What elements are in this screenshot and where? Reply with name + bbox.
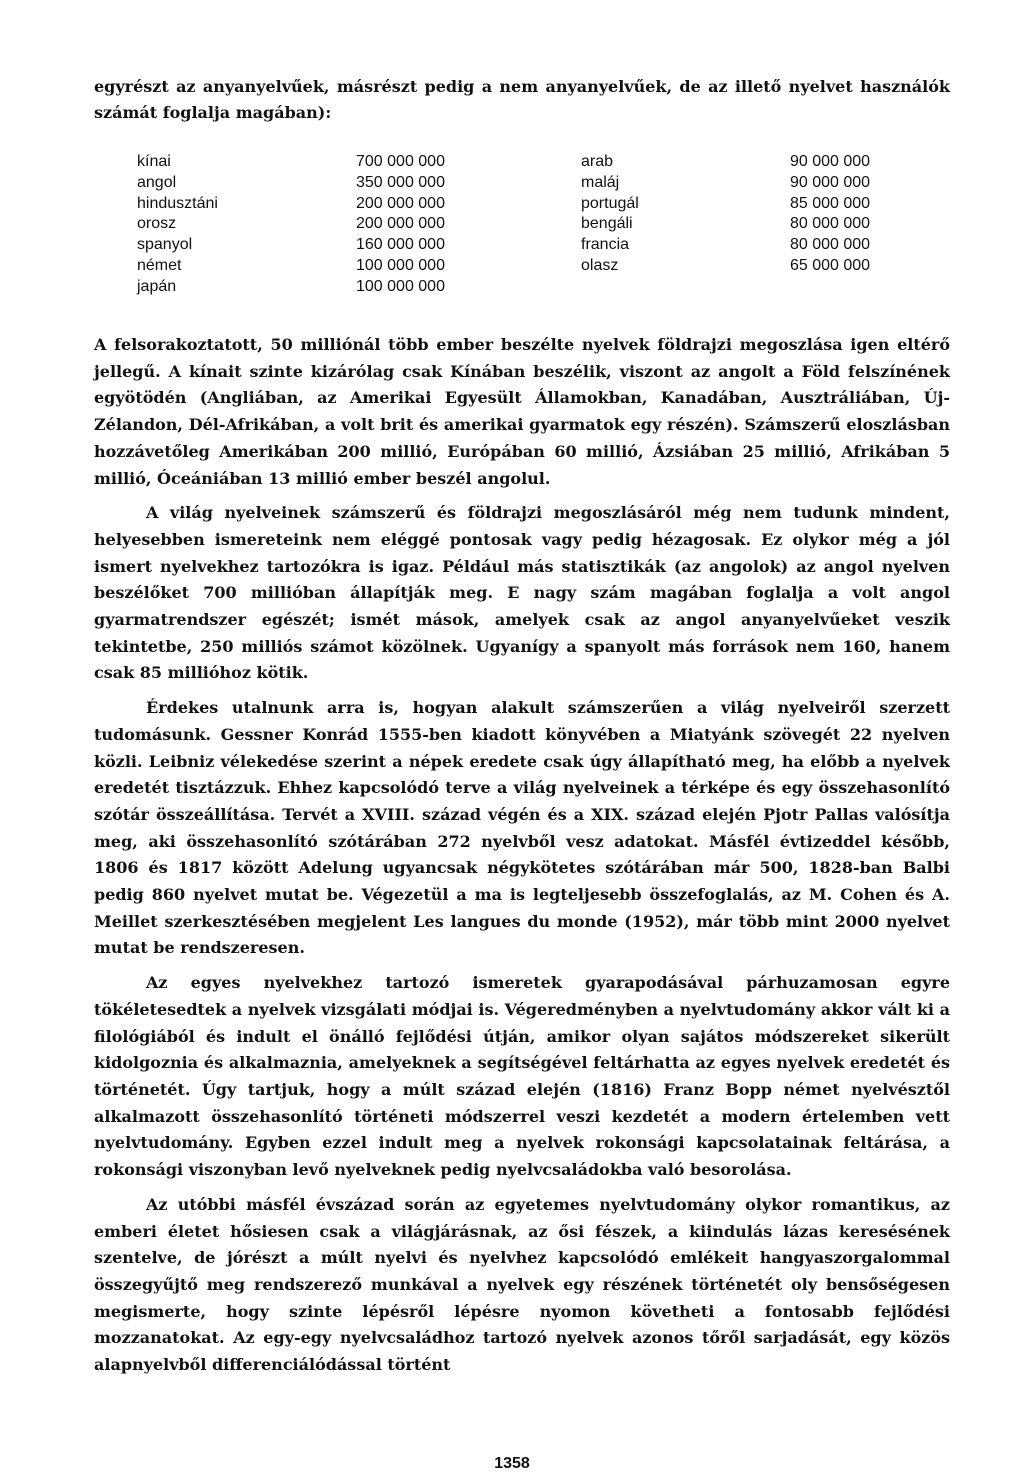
left-speaker-counts — [356, 152, 445, 298]
paragraph: A világ nyelveinek számszerű és földrajzi megoszlásáról még nem tudunk mindent, helyesebben ismereteink nem eléggé pontosak vagy pedig hézagosak. Ez olykor még a jól ismert nyelvekhez tartozókra is igaz. Például más statisztikák (az angolok) az angol nyelven beszélőket 700 millióban állapítják meg. E nagy szám magában foglalja a volt angol gyarmatrendszer egészét; ismét mások, amelyek csak az angol anyanyelvűeket veszik tekintetbe, 250 milliós számot közölnek. Ugyanígy a spanyolt más források nem 160, hanem csak 85 millióhoz kötik. — [94, 503, 950, 683]
language-name: német — [137, 256, 182, 274]
left-language-names — [137, 152, 218, 298]
paragraph: A felsorakoztatott, 50 milliónál több ember beszélte nyelvek földrajzi megoszlása igen eltérő jellegű. A kínait szinte kizárólag csak Kínában beszélik, viszont az angolt a Föld felszínének egyötödén (Angliában, az Amerikai Egyesült Államokban, Kanadában, Ausztráliában, Új-Zélandon, Dél-Afrikában, a volt brit és amerikai gyarmatok egy részén). Számszerű eloszlásban hozzávetőleg Amerikában 200 millió, Európában 60 millió, Ázsiában 25 millió, Afrikában 5 millió, Óceániában 13 millió ember beszél angolul. — [94, 335, 950, 488]
speaker-count: 200 000 000 — [356, 215, 445, 233]
language-name: kínai — [137, 153, 171, 170]
page-number: 1358 — [494, 1455, 530, 1472]
paragraph: Az utóbbi másfél évszázad során az egyetemes nyelvtudomány olykor romantikus, az emberi életet hősiesen csak a világjárásnak, az ősi fészek, a kiindulás lázas keresésének szentelve, de jórészt a múlt nyelvi és nyelvhez kapcsolódó emlékeit hangyaszorgalommal összegyűjtő meg rendszerező munkával a nyelvek egy részének történetét oly bensőségesen megismerte, hogy szinte lépésről lépésre nyomon követheti a fontosabb fejlődési mozzanatokat. Az egy-egy nyelvcsaládhoz tartozó nyelvek azonos tőről sarjadását, egy közös alapnyelvből differenciálódással történt — [94, 1194, 950, 1375]
language-name: arab — [581, 153, 614, 170]
language-name: maláj — [581, 173, 620, 191]
language-name: olasz — [581, 256, 619, 274]
intro-paragraph: egyrészt az anyanyelvűek, másrészt pedig a nem anyanyelvűek, de az illető nyelvet használók számát foglalja magában): — [94, 77, 950, 122]
speaker-count: 80 000 000 — [790, 215, 871, 233]
language-name: spanyol — [137, 236, 193, 254]
speaker-count: 100 000 000 — [356, 256, 445, 274]
language-speakers-table — [94, 152, 950, 312]
speaker-count: 65 000 000 — [790, 256, 871, 274]
paragraph: Érdekes utalnunk arra is, hogyan alakult számszerűen a világ nyelveiről szerzett tudomásunk. Gessner Konrád 1555-ben kiadott könyvében a Miatyánk szövegét 22 nyelven közli. Leibniz vélekedése szerint a népek eredete csak úgy állapítható meg, ha előbb a nyelvek eredetét tisztázzuk. Ehhez kapcsolódó terve a világ nyelveinek a térképe és egy összehasonlító szótár összeállítása. Tervét a XVIII. század végén és a XIX. század elején Pjotr Pallas valósítja meg, aki összehasonlító szótárában 272 nyelvből vesz adatokat. Másfél évtizeddel később, 1806 és 1817 között Adelung ugyancsak négykötetes szótárában már 500, 1828-ban Balbi pedig 860 nyelvet mutat be. Végezetül a ma is legteljesebb összefoglalás, az M. Cohen és A. Meillet szerkesztésében megjelent Les langues du monde (1952), már több mint 2000 nyelvet mutat be rendszeresen. — [94, 698, 950, 958]
language-name: japán — [137, 277, 177, 295]
speaker-count: 85 000 000 — [790, 194, 871, 212]
speaker-count: 700 000 000 — [356, 153, 445, 170]
language-name: hindusztáni — [137, 194, 218, 212]
speaker-count: 90 000 000 — [790, 173, 871, 191]
speaker-count: 80 000 000 — [790, 236, 871, 254]
paragraph: Az egyes nyelvekhez tartozó ismeretek gyarapodásával párhuzamosan egyre tökéletesedtek a nyelvek vizsgálati módjai is. Végeredményben a nyelvtudomány akkor vált ki a filológiából és indult el önálló fejlődési útján, amikor olyan sajátos módszereket sikerült kidolgoznia és alkalmaznia, amelyeknek a segítségével feltárhatta az egyes nyelvek eredetét és történetét. Úgy tartjuk, hogy a múlt század elején (1816) Franz Bopp német nyelvésztől alkalmazott összehasonlító történeti módszerrel veszi kezdetét a modern értelemben vett nyelvtudomány. Egyben ezzel indult meg a nyelvek rokonsági kapcsolatainak feltárása, a rokonsági viszonyban levő nyelveknek pedig nyelvcsaládokba való besorolása. — [94, 973, 950, 1180]
speaker-count: 200 000 000 — [356, 194, 445, 212]
page-content — [94, 74, 950, 1379]
language-name: portugál — [581, 194, 639, 212]
language-name: angol — [137, 173, 177, 191]
right-language-names — [581, 152, 639, 277]
language-name: bengáli — [581, 215, 633, 233]
body-text — [94, 332, 950, 1379]
speaker-count: 160 000 000 — [356, 236, 445, 254]
speaker-count: 100 000 000 — [356, 277, 445, 295]
right-speaker-counts — [790, 152, 870, 277]
speaker-count: 350 000 000 — [356, 173, 445, 191]
language-name: orosz — [137, 215, 177, 233]
speaker-count: 90 000 000 — [790, 153, 871, 170]
language-name: francia — [581, 236, 630, 254]
